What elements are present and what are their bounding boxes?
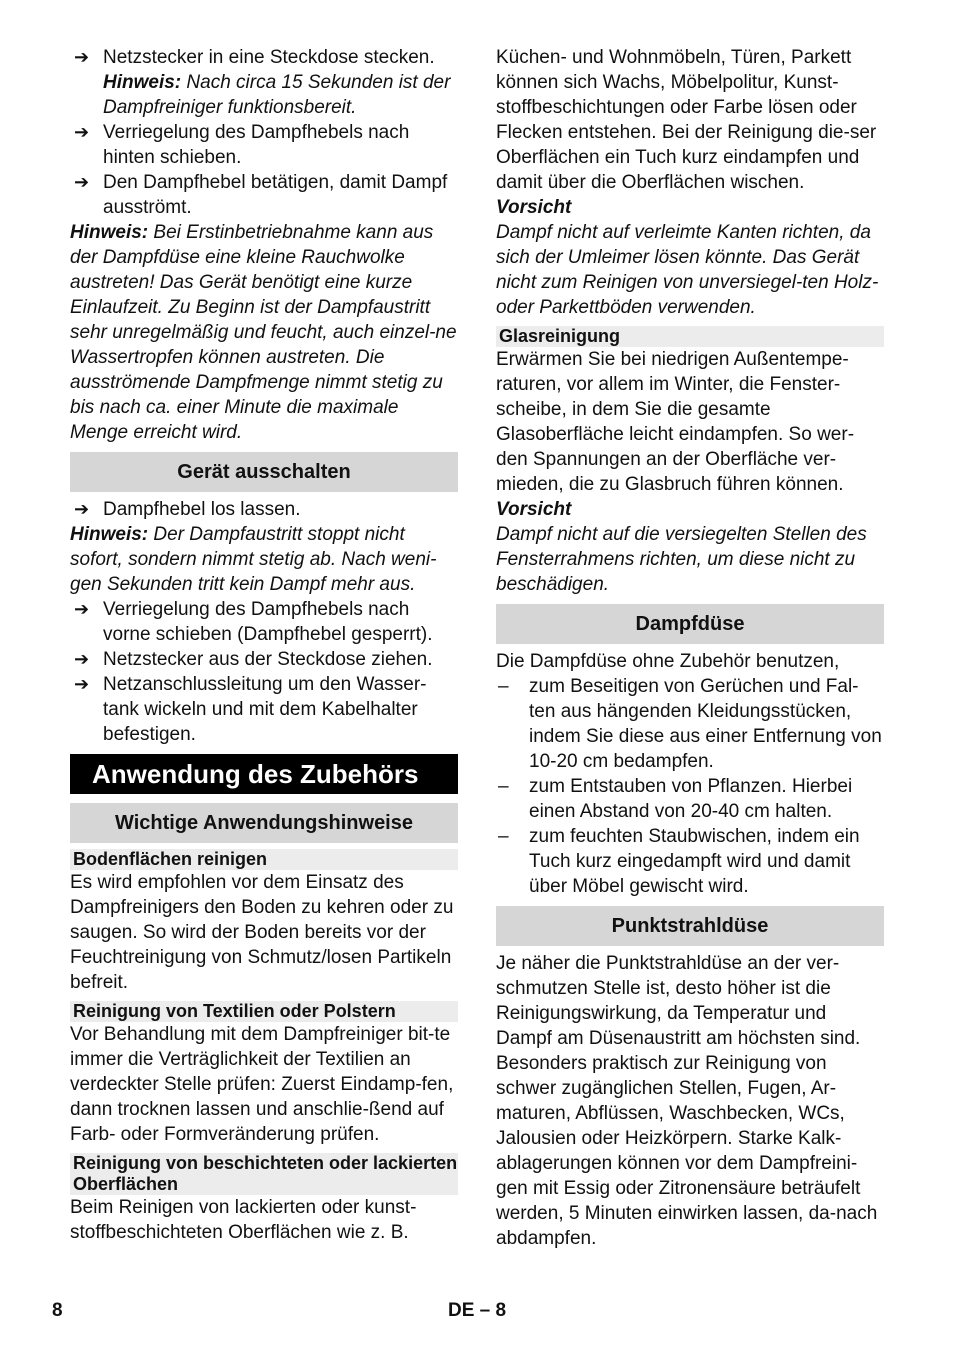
page-number: 8 [52,1300,63,1321]
list-item-text: zum Entstauben von Pflanzen. Hierbei einen Abstand von 20-40 cm halten. [529,776,853,822]
dash-icon: – [498,826,509,847]
instruction-step [70,647,458,672]
note-label: Hinweis: [103,72,182,93]
paragraph-textilien: Vor Behandlung mit dem Dampfreiniger bit-te immer die Verträglichkeit der Textilien an verdeckter Stelle prüfen: Zuerst Eindamp-fen, dann trocknen lassen und anschlie-ßend auf Farb- oder Formveränderung prüfen. [70,1024,454,1145]
dash-icon: – [498,776,509,797]
list-item-text: zum feuchten Staubwischen, indem ein Tuch kurz eingedampft wird und damit über Möbel gewischt wird. [529,826,860,897]
step-text: Verriegelung des Dampfhebels nach vorne schieben (Dampfhebel gesperrt). [103,599,433,645]
arrow-icon: ➔ [74,599,90,619]
instruction-step [70,120,458,170]
subheading-textilien: Reinigung von Textilien oder Polstern [70,1001,458,1022]
heading-anwendungshinweise: Wichtige Anwendungshinweise [70,803,458,843]
note-text: Bei Erstinbetriebnahme kann aus der Dampfdüse eine kleine Rauchwolke austreten! Das Gerät benötigt eine kurze Einlaufzeit. Zu Beginn ist der Dampfaustritt sehr unregelmäßig und feucht, auch einzel-ne Wassertropfen können austreten. Die ausströmende Dampfmenge nimmt stetig zu bis nach ca. einer Minute die maximale Menge erreicht wird. [70,222,457,443]
caution-text: Dampf nicht auf verleimte Kanten richten, da sich der Umleimer lösen könnte. Das Gerät nicht zum Reinigen von unversiegel-ten Holz- oder Parkettböden verwenden. [496,222,879,318]
heading-punktstrahlduese: Punktstrahldüse [496,906,884,946]
step-text: Netzstecker in eine Steckdose stecken. [103,47,435,68]
subheading-bodenflaechen: Bodenflächen reinigen [70,849,458,870]
section-title: Anwendung des Zubehörs [70,754,458,794]
paragraph-beschichtete-cont: Küchen- und Wohnmöbeln, Türen, Parkett können sich Wachs, Möbelpolitur, Kunst-stoffbeschichtungen oder Farbe lösen oder Flecken entstehen. Bei der Reinigung die-ser Oberflächen ein Tuch kurz eindampfen und damit über die Oberflächen wischen. [496,47,877,193]
list-item-text: zum Beseitigen von Gerüchen und Fal-ten aus hängenden Kleidungsstücken, indem Sie diese aus einer Entfernung von 10-20 cm bedampfen. [529,676,882,772]
caution-label: Vorsicht [496,197,572,218]
note [70,522,458,597]
arrow-icon: ➔ [74,172,90,192]
note-text: Nach circa 15 Sekunden ist der Dampfreiniger funktionsbereit. [103,72,451,118]
step-text: Den Dampfhebel betätigen, damit Dampf ausströmt. [103,172,448,218]
subheading-glasreinigung: Glasreinigung [496,326,884,347]
subheading-beschichtete-oberflaechen: Reinigung von beschichteten oder lackierten Oberflächen [70,1153,458,1195]
paragraph-beschichtete-oberflaechen: Beim Reinigen von lackierten oder kunst-stoffbeschichteten Oberflächen wie z. B. [70,1197,417,1243]
step-text: Dampfhebel los lassen. [103,499,301,520]
caution-text: Dampf nicht auf die versiegelten Stellen des Fensterrahmens richten, um diese nicht zu beschädigen. [496,524,867,595]
caution-label: Vorsicht [496,499,572,520]
heading-geraet-ausschalten: Gerät ausschalten [70,452,458,492]
paragraph-punktstrahlduese: Je näher die Punktstrahldüse an der ver-schmutzen Stelle ist, desto höher ist die Reinigungswirkung, da Temperatur und Dampf am Düsenaustritt am höchsten sind. Besonders praktisch zur Reinigung von schwer zugänglichen Stellen, Fugen, Ar-maturen, Abflüssen, Waschbecken, WCs, Jalousien oder Heizkörpern. Starke Kalk-ablagerungen können vor dem Dampfreini-gen mit Essig oder Zitronensäure beträufelt werden, 5 Minuten einwirken lassen, da-nach abdampfen. [496,953,878,1249]
step-text: Netzstecker aus der Steckdose ziehen. [103,649,433,670]
step-text: Netzanschlussleitung um den Wasser-tank wickeln und mit dem Kabelhalter befestigen. [103,674,427,745]
step-text: Verriegelung des Dampfhebels nach hinten schieben. [103,122,410,168]
paragraph-dampfduese: Die Dampfdüse ohne Zubehör benutzen, [496,651,840,672]
instruction-step [70,170,458,220]
list-item [496,674,884,774]
arrow-icon: ➔ [74,649,90,669]
paragraph-glasreinigung: Erwärmen Sie bei niedrigen Außentempe-raturen, vor allem im Winter, die Fenster-scheibe, in dem Sie die gesamte Glasoberfläche leicht eindampfen. So wer-den Spannungen an der Oberfläche ver-mieden, die zu Glasbruch führen können. [496,349,855,495]
dash-icon: – [498,676,509,697]
left-column [70,45,458,1245]
note [70,220,458,445]
note-text: Der Dampfaustritt stoppt nicht sofort, sondern nimmt stetig ab. Nach weni-gen Sekunden tritt kein Dampf mehr aus. [70,524,437,595]
note-label: Hinweis: [70,524,149,545]
instruction-step [70,597,458,647]
instruction-step [70,45,458,120]
heading-dampfduese: Dampfdüse [496,604,884,644]
page-label: DE – 8 [448,1300,507,1321]
note [103,70,458,120]
arrow-icon: ➔ [74,499,90,519]
right-column [496,45,884,1251]
note-label: Hinweis: [70,222,149,243]
list-item [496,824,884,899]
arrow-icon: ➔ [74,674,90,694]
instruction-step [70,497,458,522]
paragraph-bodenflaechen: Es wird empfohlen vor dem Einsatz des Dampfreinigers den Boden zu kehren oder zu saugen. So wird der Boden bereits vor der Feuchtreinigung von Schmutz/losen Partikeln befreit. [70,872,454,993]
list-item [496,774,884,824]
arrow-icon: ➔ [74,122,90,142]
instruction-step [70,672,458,747]
arrow-icon: ➔ [74,47,90,67]
